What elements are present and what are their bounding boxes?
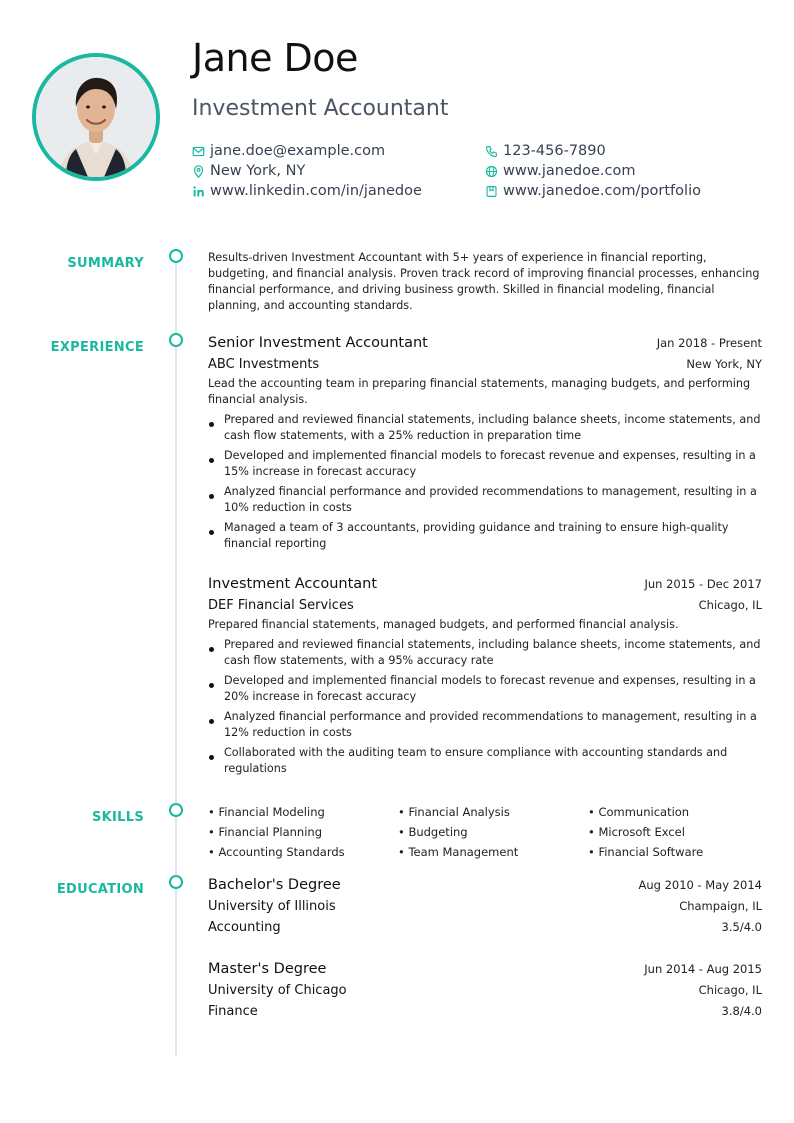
job-location: Chicago, IL: [698, 598, 762, 612]
person-avatar-icon: [36, 57, 156, 177]
candidate-name: Jane Doe: [192, 36, 358, 80]
school-location: Chicago, IL: [698, 983, 762, 997]
job-company: DEF Financial Services: [208, 598, 354, 613]
timeline-dot: [169, 249, 183, 263]
contact-portfolio[interactable]: [485, 183, 701, 199]
phone-text[interactable]: 123-456-7890: [503, 143, 606, 159]
timeline-line: [175, 256, 177, 1056]
mail-icon: [192, 145, 205, 158]
field-of-study: Accounting: [208, 920, 281, 935]
contact-email[interactable]: [192, 143, 385, 159]
skill-item: • Microsoft Excel: [588, 824, 762, 840]
summary-text: Results-driven Investment Accountant with 5+ years of experience in financial reporting, budgeting, and financial analysis. Proven track record of improving financial processes, enhancing financial performance, and driving business growth. Skilled in financial modeling, financial planning, and accounting standards.: [208, 251, 760, 312]
list-item: Analyzed financial performance and provided recommendations to management, resulting in a 12% reduction in costs: [208, 709, 762, 741]
skill-item: • Financial Software: [588, 844, 762, 860]
skills-heading: SKILLS: [91, 810, 144, 825]
degree: Master's Degree: [208, 961, 327, 977]
education-entry: [208, 961, 762, 1019]
skills-section: [208, 804, 762, 860]
job-entry: [208, 335, 762, 552]
globe-icon: [485, 165, 498, 178]
portfolio-icon: [485, 185, 498, 198]
education-entry: [208, 877, 762, 935]
gpa: 3.8/4.0: [721, 1004, 762, 1018]
email-text[interactable]: jane.doe@example.com: [210, 143, 386, 159]
field-of-study: Finance: [208, 1004, 258, 1019]
timeline-dot: [169, 333, 183, 347]
list-item: Managed a team of 3 accountants, providing guidance and training to ensure high-quality financial reporting: [208, 520, 762, 552]
job-entry: [208, 576, 762, 777]
linkedin-icon: [192, 185, 205, 198]
linkedin-text[interactable]: www.linkedin.com/in/janedoe: [210, 183, 422, 199]
list-item: Prepared and reviewed financial statements, including balance sheets, income statements, and cash flow statements, with a 25% reduction in preparation time: [208, 412, 762, 444]
gpa: 3.5/4.0: [721, 920, 762, 934]
skill-item: • Financial Planning: [208, 824, 398, 840]
list-item: Analyzed financial performance and provided recommendations to management, resulting in a 10% reduction in costs: [208, 484, 762, 516]
school: University of Chicago: [208, 983, 347, 998]
contact-phone[interactable]: [485, 143, 606, 159]
website-text[interactable]: www.janedoe.com: [503, 163, 636, 179]
skill-item: • Financial Modeling: [208, 804, 398, 820]
list-item: Developed and implemented financial models to forecast revenue and expenses, resulting in a 20% increase in forecast accuracy: [208, 673, 762, 705]
contact-linkedin[interactable]: [192, 183, 422, 199]
job-bullets: [208, 412, 762, 552]
map-pin-icon: [192, 165, 205, 178]
profile-photo: [32, 53, 160, 181]
summary-heading: SUMMARY: [67, 256, 144, 271]
degree: Bachelor's Degree: [208, 877, 341, 893]
job-role: Investment Accountant: [208, 576, 378, 592]
education-heading: EDUCATION: [56, 882, 144, 897]
job-role: Senior Investment Accountant: [208, 335, 428, 351]
skill-item: • Accounting Standards: [208, 844, 398, 860]
skill-item: • Communication: [588, 804, 762, 820]
school-location: Champaign, IL: [679, 899, 762, 913]
location-text: New York, NY: [210, 163, 306, 179]
job-company: ABC Investments: [208, 357, 320, 372]
skill-item: • Financial Analysis: [398, 804, 588, 820]
job-title: Investment Accountant: [192, 96, 449, 121]
list-item: Developed and implemented financial models to forecast revenue and expenses, resulting in a 15% increase in forecast accuracy: [208, 448, 762, 480]
contact-location: [192, 163, 305, 179]
job-dates: Jun 2015 - Dec 2017: [644, 577, 762, 591]
skill-item: • Budgeting: [398, 824, 588, 840]
education-dates: Aug 2010 - May 2014: [638, 878, 762, 892]
timeline-dot: [169, 875, 183, 889]
timeline-dot: [169, 803, 183, 817]
school: University of Illinois: [208, 899, 336, 914]
list-item: Collaborated with the auditing team to ensure compliance with accounting standards and regulations: [208, 745, 762, 777]
portfolio-text[interactable]: www.janedoe.com/portfolio: [503, 183, 701, 199]
job-description: Lead the accounting team in preparing financial statements, managing budgets, and performing financial analysis.: [208, 377, 751, 406]
job-bullets: [208, 637, 762, 777]
skill-item: • Team Management: [398, 844, 588, 860]
job-description: Prepared financial statements, managed budgets, and performed financial analysis.: [208, 618, 679, 631]
summary-section: [208, 250, 762, 314]
job-location: New York, NY: [686, 357, 762, 371]
phone-icon: [485, 145, 498, 158]
contact-website[interactable]: [485, 163, 635, 179]
job-dates: Jan 2018 - Present: [656, 336, 762, 350]
experience-heading: EXPERIENCE: [50, 340, 144, 355]
education-dates: Jun 2014 - Aug 2015: [644, 962, 762, 976]
list-item: Prepared and reviewed financial statements, including balance sheets, income statements, and cash flow statements, with a 95% accuracy rate: [208, 637, 762, 669]
